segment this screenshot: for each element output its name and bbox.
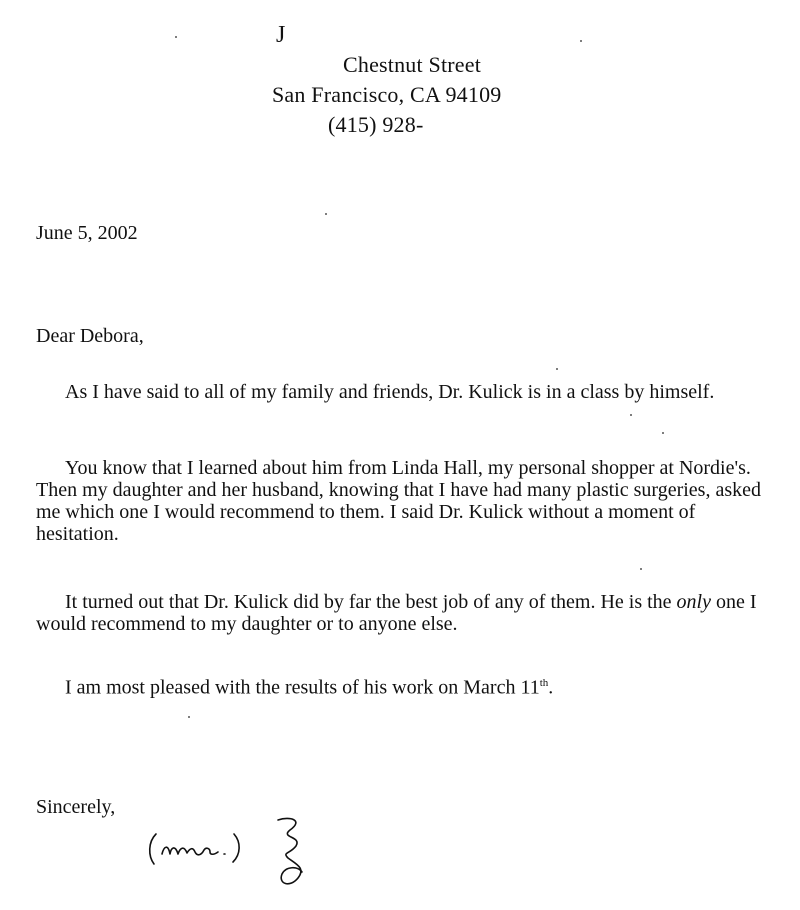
letterhead-phone: (415) 928-	[328, 112, 424, 137]
closing: Sincerely,	[36, 796, 116, 818]
scan-speck	[630, 414, 632, 416]
paragraph-2	[36, 457, 776, 545]
scan-speck	[662, 432, 664, 434]
paragraph-3-text-start: It turned out that Dr. Kulick did by far the best job of any of them. He is the	[65, 591, 677, 613]
paragraph-4-text: I am most pleased with the results of his work on March 11	[65, 676, 540, 699]
paragraph-3-text-end: one I would recommend to my daughter or to anyone else.	[36, 591, 757, 635]
paragraph-4-period: .	[548, 676, 554, 699]
paragraph-4-superscript: th	[539, 677, 549, 689]
paragraph-3-emphasis: only	[676, 591, 711, 613]
paragraph-1-text: As I have said to all of my family and friends, Dr. Kulick is in a class by himself.	[65, 381, 715, 403]
scan-speck	[640, 568, 642, 570]
salutation: Dear Debora,	[36, 325, 144, 347]
scan-speck	[556, 368, 558, 370]
handwritten-signature	[140, 812, 330, 892]
scan-speck	[580, 40, 582, 42]
letter-date: June 5, 2002	[36, 222, 138, 244]
letterhead-city: San Francisco, CA 94109	[272, 82, 502, 107]
paragraph-1	[36, 381, 776, 403]
paragraph-4	[36, 672, 776, 699]
paragraph-3	[36, 591, 776, 635]
scan-speck	[188, 716, 190, 718]
scan-speck	[175, 36, 177, 38]
paragraph-2-text: You know that I learned about him from Linda Hall, my personal shopper at Nordie's. Then my daughter and her husband, knowing that I have had many plastic surgeries, asked me which one I would recommend to them. I said Dr. Kulick without a moment of hesitation.	[36, 457, 761, 545]
letterhead-street: Chestnut Street	[343, 52, 482, 77]
scan-speck	[325, 213, 327, 215]
letterhead-initial: J	[276, 22, 286, 48]
